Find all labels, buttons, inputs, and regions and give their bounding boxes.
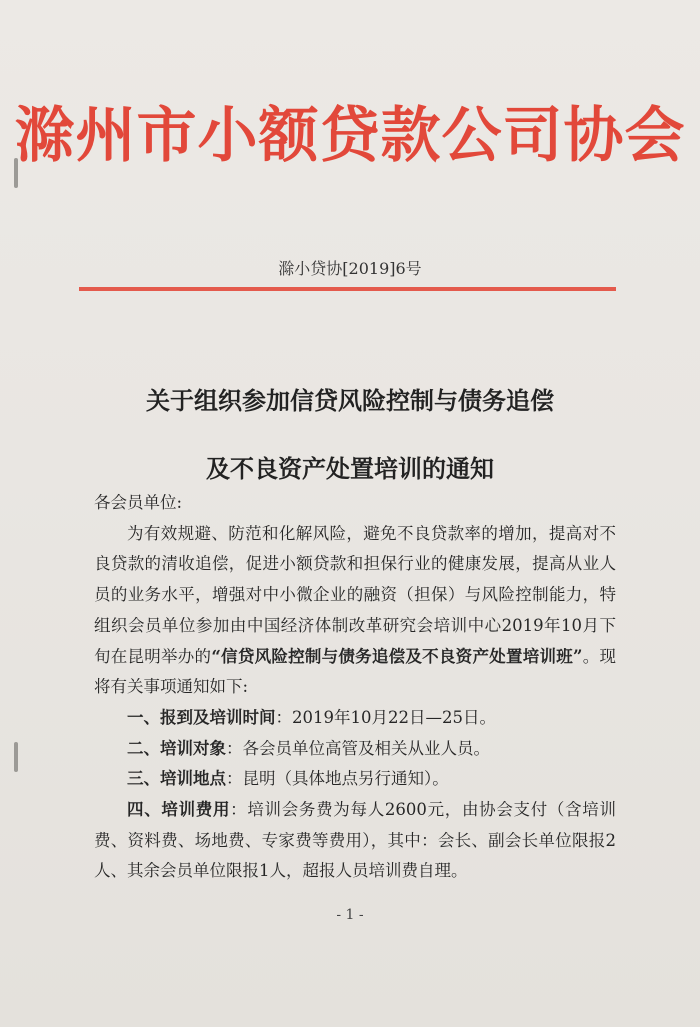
- item-training-target: [94, 734, 616, 765]
- staple-mark: [14, 742, 18, 772]
- notice-body: [94, 488, 616, 887]
- item-training-fee: [94, 795, 616, 887]
- red-divider-line: [79, 287, 616, 291]
- document-number: 滁小贷协[2019]6号: [278, 259, 422, 278]
- organization-masthead: 滁州市小额贷款公司协会: [14, 101, 686, 171]
- intro-text: 为有效规避、防范和化解风险，避免不良贷款率的增加，提高对不良贷款的清收追偿，促进小额贷款和担保行业的健康发展，提高从业人员的业务水平，增强对中小微企业的融资（担保）与风险控制能力，特组织会员单位参加由中国经济体制改革研究会培训中心2019年10月下旬在昆明举办的: [94, 523, 616, 666]
- item-label: 三、培训地点: [127, 769, 226, 789]
- item-training-location: [94, 764, 616, 795]
- salutation: 各会员单位:: [94, 493, 183, 512]
- intro-paragraph: [94, 519, 616, 703]
- item-label: 一、报到及培训时间: [127, 707, 276, 727]
- training-course-name: “信贷风险控制与债务追偿及不良资产处置培训班”: [211, 646, 583, 666]
- intro-text-end: 。现将有关事项通知如下:: [94, 646, 617, 697]
- page-number: - 1 -: [336, 907, 364, 923]
- item-label: 二、培训对象: [127, 738, 226, 758]
- item-text: ：各会员单位高管及相关从业人员。: [226, 738, 490, 758]
- item-registration-time: [94, 703, 616, 734]
- notice-title-line-1: 关于组织参加信贷风险控制与债务追偿: [146, 386, 554, 415]
- item-text: ：2019年10月22日—25日。: [275, 707, 496, 727]
- item-text: ：培训会务费为每人2600元，由协会支付（含培训费、资料费、场地费、专家费等费用），其中：会长、副会长单位限报2人、其余会员单位限报1人，超报人员培训费自理。: [94, 800, 616, 881]
- item-label: 四、培训费用: [127, 800, 231, 820]
- item-text: ：昆明（具体地点另行通知）。: [226, 769, 449, 789]
- notice-title-line-2: 及不良资产处置培训的通知: [206, 454, 494, 483]
